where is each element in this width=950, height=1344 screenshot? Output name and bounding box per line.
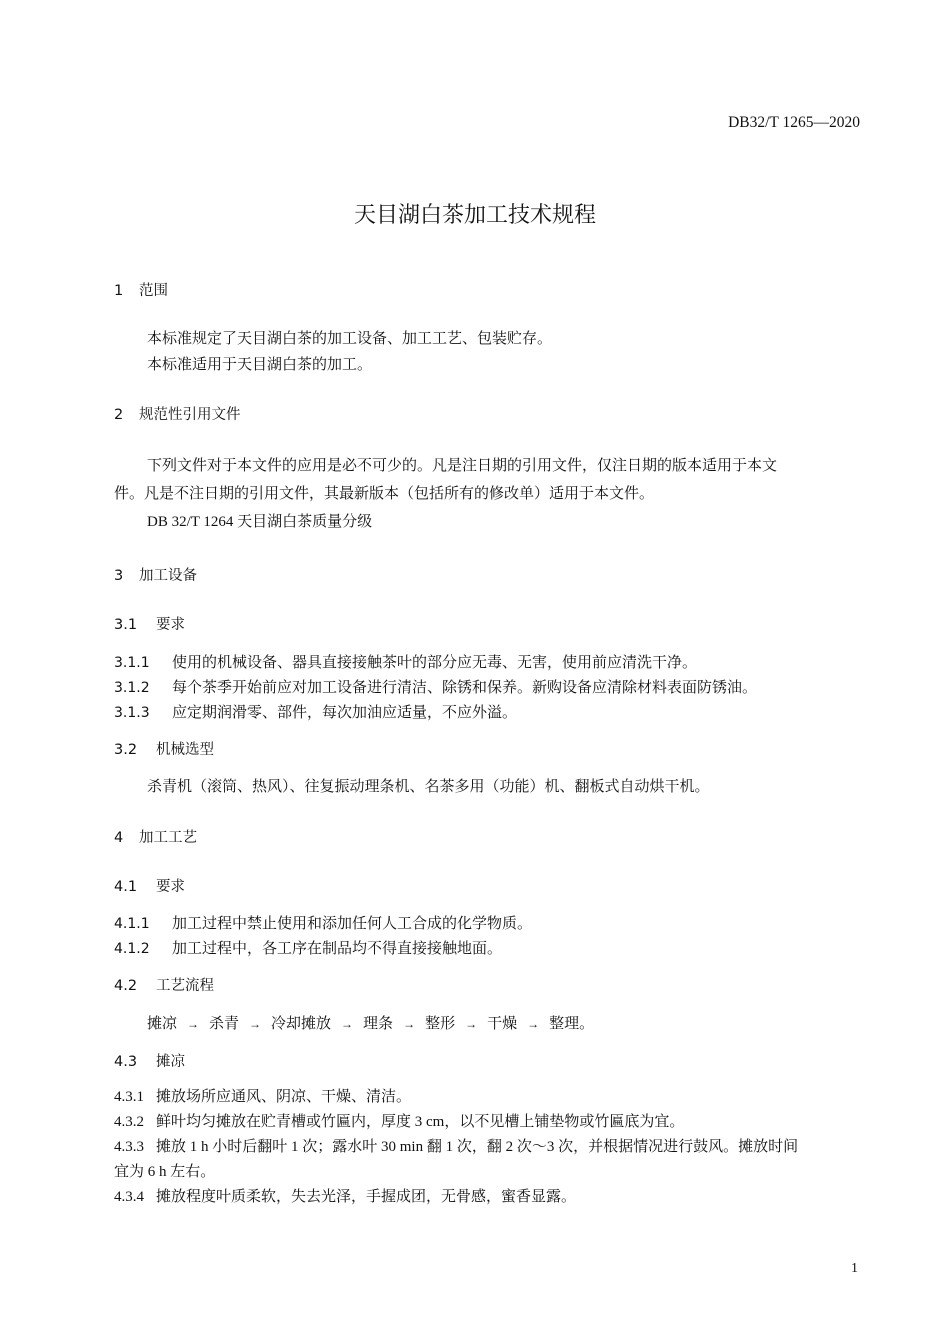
section-1-heading [114,279,168,300]
clause-text: 加工过程中，各工序在制品均不得直接接触地面。 [172,941,503,957]
flow-step: 理条 [363,1016,394,1032]
paragraph: 本标准规定了天目湖白茶的加工设备、加工工艺、包装贮存。 [147,331,553,347]
clause-4-3-2 [114,1110,684,1131]
flow-step: 干燥 [487,1016,518,1032]
clause-continuation: 宜为 6 h 左右。 [114,1164,216,1180]
clause-number: 3.1.3 [114,705,150,721]
arrow-right-icon: → [187,1017,200,1031]
subsection-number: 4.2 [114,978,138,994]
section-2-heading [114,403,241,424]
section-number: 1 [114,283,124,299]
subsection-title: 工艺流程 [156,978,214,994]
arrow-right-icon: → [403,1017,416,1031]
clause-text: 鲜叶均匀摊放在贮青槽或竹匾内，厚度 3 cm，以不见槽上铺垫物或竹匾底为宜。 [156,1114,685,1130]
flow-step: 整理。 [549,1016,595,1032]
normative-reference: DB 32/T 1264 天目湖白茶质量分级 [147,514,373,530]
clause-number: 3.1.2 [114,680,150,696]
subsection-3-2-heading [114,738,214,759]
clause-number: 4.1.2 [114,941,150,957]
clause-text: 摊放程度叶质柔软，失去光泽，手握成团，无骨感，蜜香显露。 [156,1189,577,1205]
paragraph: 本标准适用于天目湖白茶的加工。 [147,357,373,373]
clause-number: 4.3.3 [114,1139,144,1155]
subsection-title: 机械选型 [156,742,214,758]
clause-text: 应定期润滑零、部件，每次加油应适量，不应外溢。 [172,705,518,721]
arrow-right-icon: → [249,1017,262,1031]
arrow-right-icon: → [527,1017,540,1031]
subsection-number: 4.1 [114,879,138,895]
subsection-3-1-heading [114,613,185,634]
subsection-title: 要求 [156,617,185,633]
section-title: 加工工艺 [139,830,197,846]
subsection-4-2-heading [114,974,214,995]
clause-4-3-3 [114,1135,798,1156]
flow-step: 杀青 [209,1016,240,1032]
section-title: 加工设备 [139,568,197,584]
clause-3-1-2 [114,676,757,697]
clause-text: 每个茶季开始前应对加工设备进行清洁、除锈和保养。新购设备应清除材料表面防锈油。 [172,680,758,696]
clause-number: 4.3.1 [114,1089,144,1105]
paragraph-continuation: 件。凡是不注日期的引用文件，其最新版本（包括所有的修改单）适用于本文件。 [114,486,655,502]
subsection-number: 3.1 [114,617,138,633]
subsection-title: 摊凉 [156,1054,185,1070]
document-title: 天目湖白茶加工技术规程 [353,203,596,228]
clause-4-3-4 [114,1185,576,1206]
section-3-heading [114,564,197,585]
section-number: 4 [114,830,124,846]
process-flow [147,1012,594,1033]
flow-step: 摊凉 [147,1016,178,1032]
subsection-4-3-heading [114,1050,185,1071]
section-title: 范围 [139,283,168,299]
flow-step: 冷却摊放 [271,1016,332,1032]
clause-number: 4.1.1 [114,916,150,932]
subsection-title: 要求 [156,879,185,895]
clause-text: 摊放 1 h 小时后翻叶 1 次；露水叶 30 min 翻 1 次，翻 2 次～3 次，并根据情况进行鼓风。摊放时间 [156,1139,799,1155]
clause-number: 4.3.4 [114,1189,144,1205]
subsection-number: 3.2 [114,742,138,758]
clause-3-1-3 [114,701,517,722]
subsection-number: 4.3 [114,1054,138,1070]
section-number: 3 [114,568,124,584]
clause-number: 3.1.1 [114,655,150,671]
clause-4-1-1 [114,912,532,933]
section-title: 规范性引用文件 [139,407,241,423]
clause-text: 加工过程中禁止使用和添加任何人工合成的化学物质。 [172,916,533,932]
arrow-right-icon: → [465,1017,478,1031]
paragraph: 下列文件对于本文件的应用是必不可少的。凡是注日期的引用文件，仅注日期的版本适用于本文 [147,458,778,474]
arrow-right-icon: → [341,1017,354,1031]
subsection-4-1-heading [114,875,185,896]
clause-text: 使用的机械设备、器具直接接触茶叶的部分应无毒、无害，使用前应清洗干净。 [172,655,698,671]
section-number: 2 [114,407,124,423]
section-4-heading [114,826,197,847]
clause-4-3-1 [114,1085,411,1106]
page-number: 1 [851,1261,858,1276]
flow-step: 整形 [425,1016,456,1032]
clause-text: 摊放场所应通风、阴凉、干燥、清洁。 [156,1089,412,1105]
machine-selection-text: 杀青机（滚筒、热风）、往复振动理条机、名茶多用（功能）机、翻板式自动烘干机。 [147,779,710,795]
standard-code: DB32/T 1265—2020 [728,114,860,131]
clause-number: 4.3.2 [114,1114,144,1130]
clause-4-1-2 [114,937,502,958]
clause-3-1-1 [114,651,697,672]
